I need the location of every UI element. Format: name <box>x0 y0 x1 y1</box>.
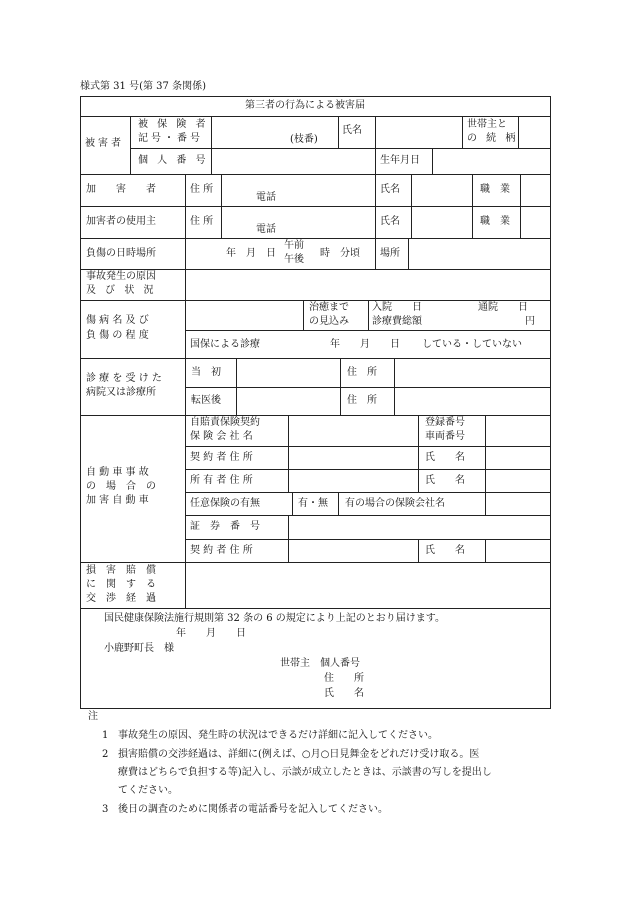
note-2-number: 2 <box>102 749 109 760</box>
am-label: 午前 <box>284 240 304 251</box>
vehicle-no-label: 車両番号 <box>425 431 465 442</box>
form-number: 様式第 31 号(第 37 条関係) <box>80 81 206 92</box>
employer-phone-label: 電話 <box>256 224 276 235</box>
householder-address-label: 住 所 <box>324 673 364 684</box>
transfer-hospital-address-label: 住 所 <box>347 395 377 406</box>
hospital-label-2: 病院又は診療所 <box>86 387 156 398</box>
note-3-text: 後日の調査のために関係者の電話番号を記入してください。 <box>118 804 388 815</box>
vehicle-label-1: 自 動 車 事 故 <box>86 467 149 478</box>
voluntary-insurance-label: 任意保険の有無 <box>190 498 260 509</box>
insured-no-label-2: 記号・番号 <box>138 133 203 144</box>
employer-name-label: 氏名 <box>380 216 400 227</box>
total-cost-label: 診療費総額 <box>372 316 422 327</box>
perpetrator-address-label: 住 所 <box>190 184 214 195</box>
note-3-number: 3 <box>102 804 109 815</box>
perpetrator-label: 加 害 者 <box>86 184 156 195</box>
vehicle-label-2: の 場 合 の <box>86 481 156 492</box>
first-hospital-address-label: 住 所 <box>347 367 377 378</box>
hospital-label-1: 診 療 を 受 け た <box>86 373 162 384</box>
owner-name-label: 氏 名 <box>425 475 465 486</box>
inpatient-days-label: 入院 日 <box>372 302 422 313</box>
perpetrator-job-label: 職 業 <box>480 184 510 195</box>
yen-label: 円 <box>525 316 535 327</box>
cure-estimate-label-1: 治癒まで <box>309 302 349 313</box>
cause-label-1: 事故発生の原因 <box>86 271 156 282</box>
policy-number-label: 証 券 番 号 <box>190 521 260 532</box>
injury-label-1: 傷 病 名 及 び <box>86 315 149 326</box>
contract-name-label: 氏 名 <box>425 452 465 463</box>
victim-name-label: 氏名 <box>342 125 362 136</box>
insured-no-label-1: 被 保 険 者 <box>138 119 209 130</box>
injury-label-2: 負 傷 の 程 度 <box>86 330 149 341</box>
insurance-yes-no: 有・無 <box>298 498 328 509</box>
contract-name-2-label: 氏 名 <box>425 545 465 556</box>
employer-label: 加害者の使用主 <box>86 216 156 227</box>
cure-estimate-label-2: の見込み <box>309 316 349 327</box>
householder-personal-no-label: 世帯主 個人番号 <box>280 658 360 669</box>
branch-no-label: (枝番) <box>290 134 318 145</box>
personal-number-label: 個 人 番 号 <box>138 155 209 166</box>
mayor-addressee: 小鹿野町長 様 <box>104 643 174 654</box>
negotiation-label-2: に 関 す る <box>86 579 156 590</box>
negotiation-label-1: 損 害 賠 償 <box>86 565 156 576</box>
negotiation-label-3: 交 渉 経 過 <box>86 593 156 604</box>
voluntary-insurer-label: 有の場合の保険会社名 <box>345 498 445 509</box>
outpatient-days-label: 通院 日 <box>478 302 528 313</box>
injury-time-label: 時 分頃 <box>320 248 360 259</box>
household-relation-label-2: の 続 柄 <box>467 133 519 144</box>
cause-label-2: 及 び 状 況 <box>86 285 157 296</box>
cali-insurer-label-1: 自賠責保険契約 <box>190 417 260 428</box>
first-hospital-label: 当 初 <box>191 367 221 378</box>
victim-section-label: 被害者 <box>85 138 124 149</box>
note-2-text-line-2: 療費はどちらで負担する等)記入し、示談が成立したときは、示談書の写しを提出し <box>118 767 492 778</box>
registration-no-label: 登録番号 <box>425 417 465 428</box>
declaration-date-label: 年 月 日 <box>176 628 246 639</box>
birth-date-label: 生年月日 <box>380 155 420 166</box>
injury-place-label: 場所 <box>380 248 400 259</box>
declaration-text: 国民健康保険法施行規則第 32 条の 6 の規定により上記のとおり届けます。 <box>104 613 446 624</box>
contract-address-2-label: 契 約 者 住 所 <box>190 545 253 556</box>
transfer-hospital-label: 転医後 <box>191 395 221 406</box>
household-relation-label-1: 世帯主と <box>467 119 507 130</box>
vehicle-label-3: 加 害 自 動 車 <box>86 495 149 506</box>
nhi-care-label: 国保による診療 <box>190 339 260 350</box>
pm-label: 午後 <box>284 254 304 265</box>
employer-job-label: 職 業 <box>480 216 510 227</box>
note-2-text-line-1: 損害賠償の交渉経過は、詳細に(例えば、○月○日見舞金をどれだけ受け取る。医 <box>118 749 480 760</box>
owner-address-label: 所 有 者 住 所 <box>190 475 253 486</box>
nhi-status-label: している・していない <box>422 339 522 350</box>
form-title: 第三者の行為による被害届 <box>245 100 365 111</box>
cali-insurer-label-2: 保 険 会 社 名 <box>190 431 253 442</box>
notes-title: 注 <box>88 711 98 722</box>
note-1-text: 事故発生の原因、発生時の状況はできるだけ詳細に記入してください。 <box>118 730 438 741</box>
householder-name-label: 氏 名 <box>324 688 364 699</box>
injury-date-label: 年 月 日 <box>226 248 276 259</box>
perpetrator-phone-label: 電話 <box>256 192 276 203</box>
note-2-text-line-3: てください。 <box>118 785 178 796</box>
injury-datetime-label: 負傷の日時場所 <box>86 248 156 259</box>
nhi-date-label: 年 月 日 <box>330 339 400 350</box>
perpetrator-name-label: 氏名 <box>380 184 400 195</box>
note-1-number: 1 <box>102 730 109 741</box>
employer-address-label: 住 所 <box>190 216 214 227</box>
contract-address-label: 契 約 者 住 所 <box>190 452 253 463</box>
